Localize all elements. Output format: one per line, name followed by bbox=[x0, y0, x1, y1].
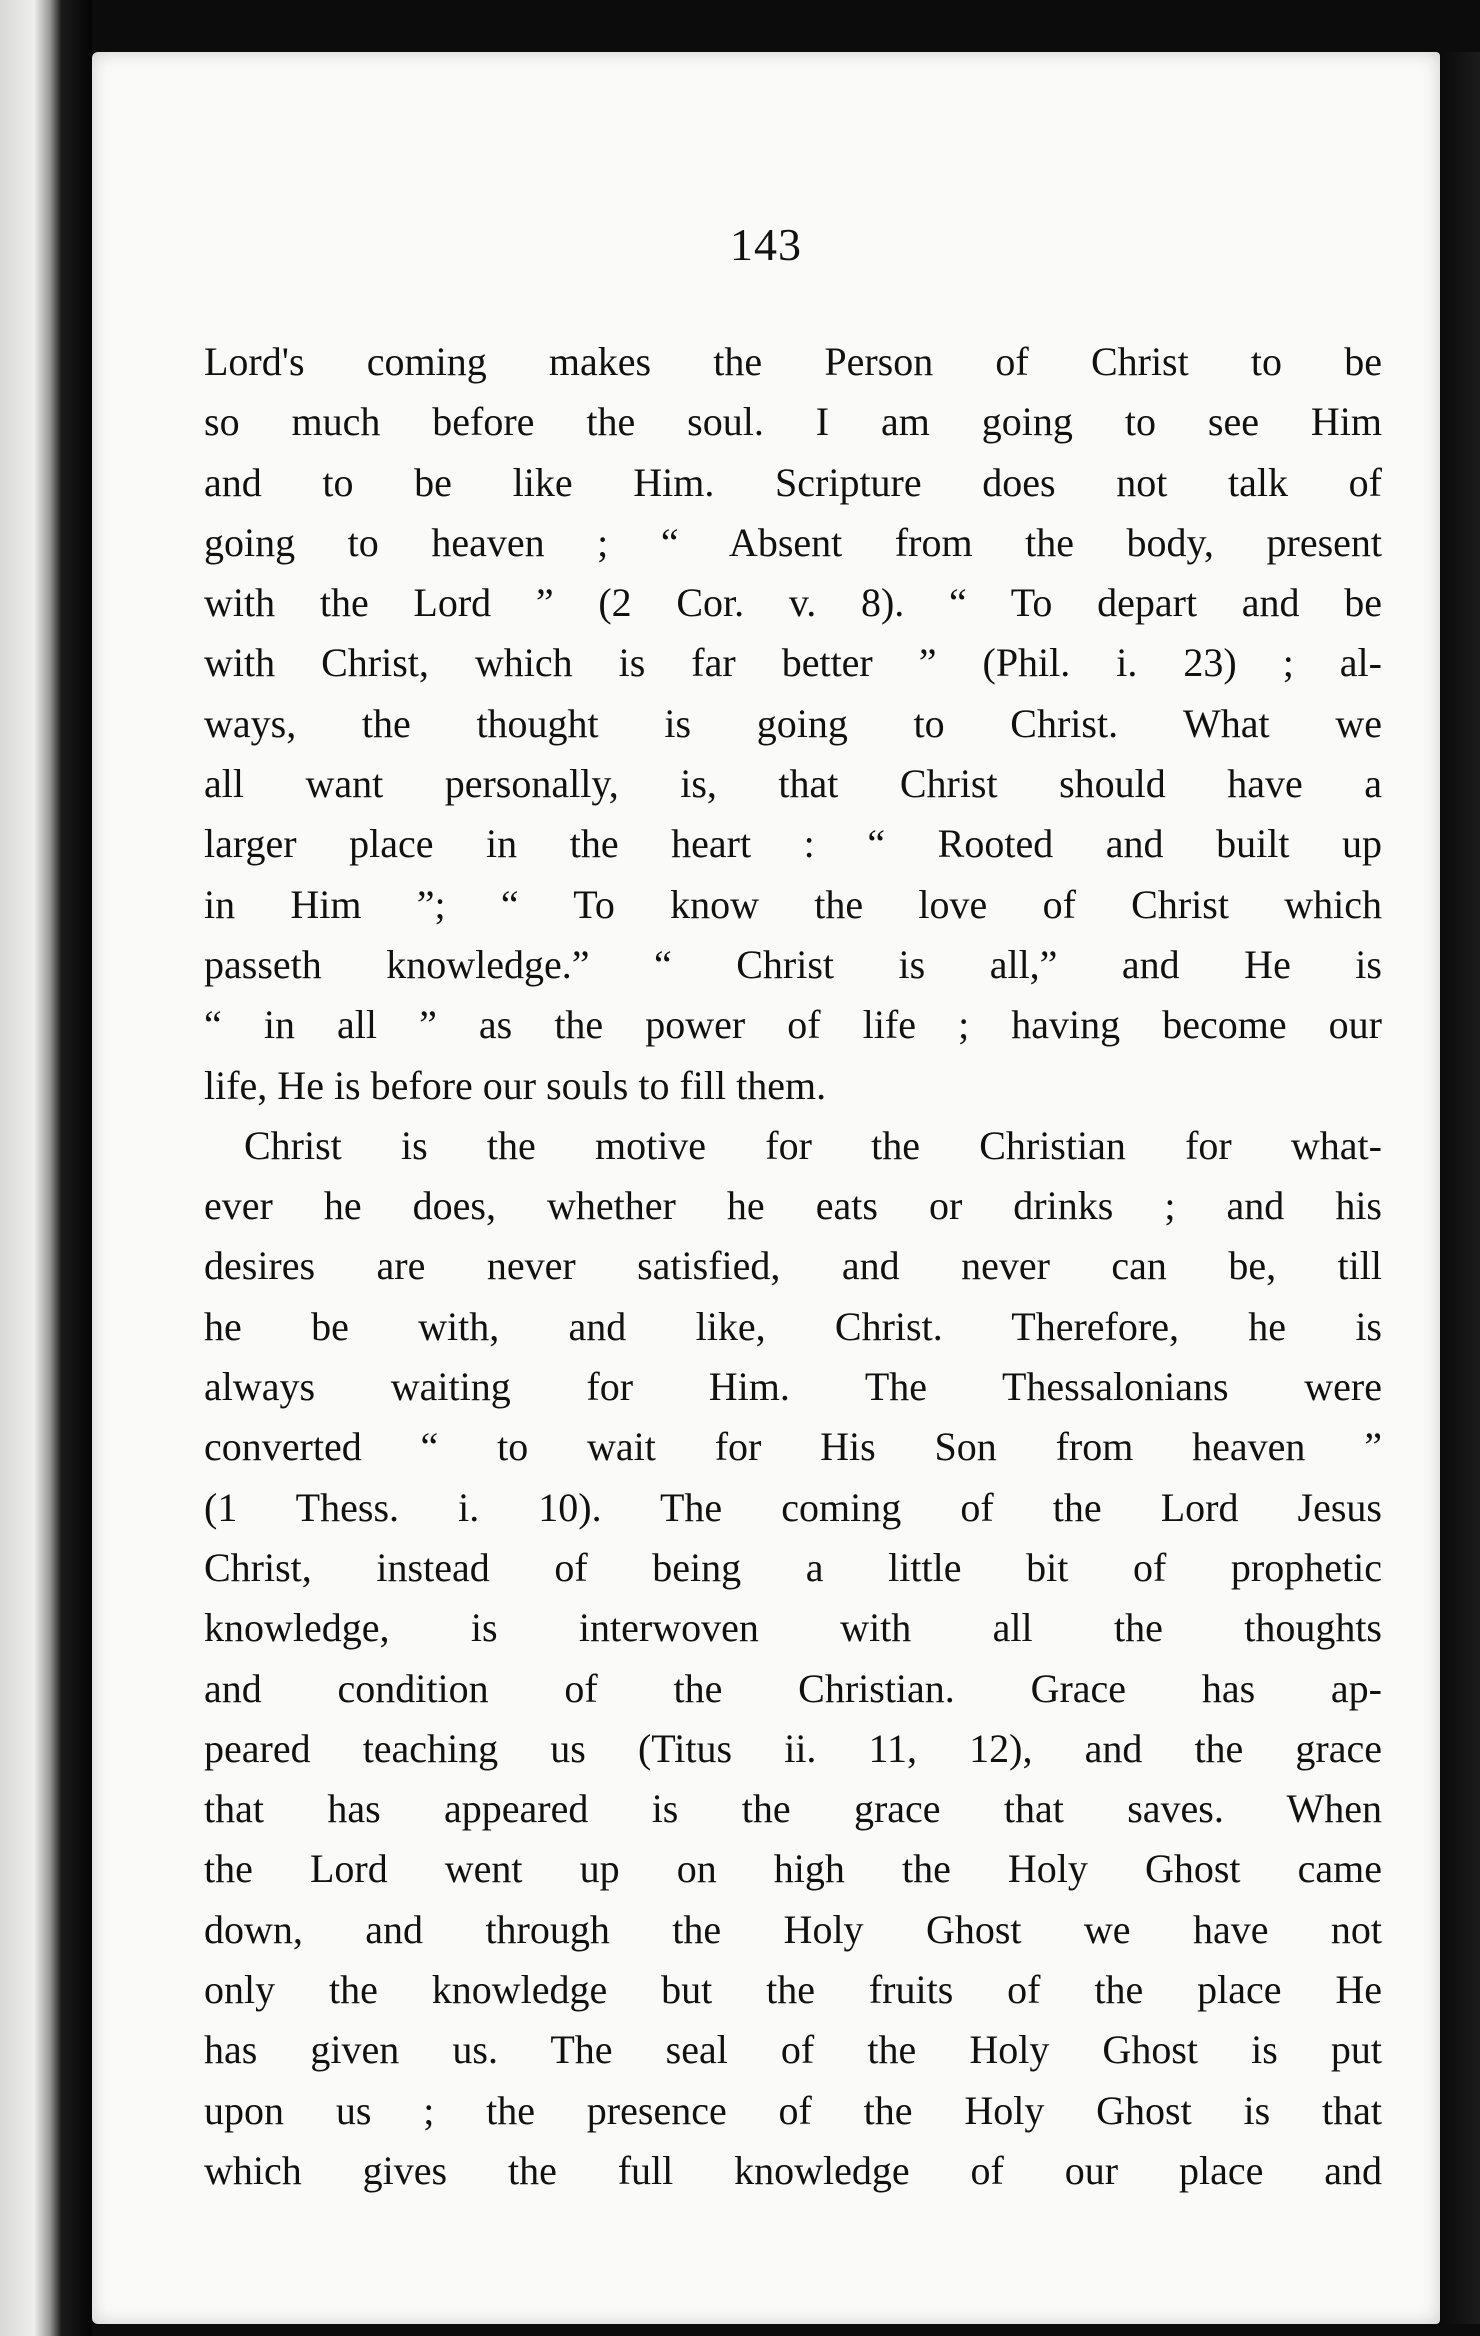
text-line: always waiting for Him. The Thessalonians were bbox=[204, 1364, 1382, 1410]
text-line: desires are never satisfied, and never can be, till bbox=[204, 1243, 1382, 1289]
text-line: “ in all ” as the power of life ; having become our bbox=[204, 1002, 1382, 1048]
text-line: he be with, and like, Christ. Therefore, he is bbox=[204, 1303, 1382, 1349]
text-line: Lord's coming makes the Person of Christ to be bbox=[204, 339, 1382, 384]
text-line: (1 Thess. i. 10). The coming of the Lord Jesus bbox=[204, 1484, 1382, 1530]
text-line: life, He is before our souls to fill them. bbox=[204, 1062, 827, 1108]
text-line: Christ, instead of being a little bit of prophetic bbox=[204, 1544, 1382, 1590]
text-line: that has appeared is the grace that saves. When bbox=[204, 1786, 1382, 1832]
text-line: and to be like Him. Scripture does not talk of bbox=[204, 459, 1382, 505]
page-number: 143 bbox=[730, 219, 802, 270]
text-line: going to heaven ; “ Absent from the body, present bbox=[204, 519, 1382, 565]
text-line: in Him ”; “ To know the love of Christ which bbox=[204, 881, 1382, 927]
text-line: the Lord went up on high the Holy Ghost came bbox=[204, 1846, 1382, 1892]
page-right-edge-shadow bbox=[1440, 52, 1480, 2324]
book-binding-shadow bbox=[62, 0, 92, 2336]
text-line: ever he does, whether he eats or drinks ; and his bbox=[204, 1183, 1382, 1229]
text-line: knowledge, is interwoven with all the thoughts bbox=[204, 1605, 1382, 1651]
text-line: with Christ, which is far better ” (Phil. i. 23) ; al- bbox=[204, 640, 1382, 686]
text-line: Christ is the motive for the Christian for what- bbox=[244, 1122, 1382, 1168]
text-line: converted “ to wait for His Son from heaven ” bbox=[204, 1424, 1382, 1470]
page-text-block bbox=[204, 332, 1382, 2201]
text-line: has given us. The seal of the Holy Ghost is put bbox=[204, 2027, 1382, 2073]
text-line: peared teaching us (Titus ii. 11, 12), and the grace bbox=[204, 1725, 1382, 1771]
text-line: down, and through the Holy Ghost we have not bbox=[204, 1906, 1382, 1952]
text-line: upon us ; the presence of the Holy Ghost is that bbox=[204, 2087, 1382, 2133]
text-line: all want personally, is, that Christ should have a bbox=[204, 761, 1382, 807]
text-line: so much before the soul. I am going to see Him bbox=[204, 399, 1382, 445]
book-page bbox=[92, 52, 1440, 2324]
text-line: which gives the full knowledge of our place and bbox=[204, 2147, 1382, 2193]
text-line: only the knowledge but the fruits of the place He bbox=[204, 1967, 1382, 2013]
text-line: passeth knowledge.” “ Christ is all,” and He is bbox=[204, 941, 1382, 987]
adjacent-page-edge bbox=[0, 0, 62, 2336]
text-line: with the Lord ” (2 Cor. v. 8). “ To depart and be bbox=[204, 580, 1382, 626]
text-line: and condition of the Christian. Grace has ap- bbox=[204, 1665, 1382, 1711]
text-line: larger place in the heart : “ Rooted and built up bbox=[204, 821, 1382, 867]
text-line: ways, the thought is going to Christ. What we bbox=[204, 700, 1382, 746]
